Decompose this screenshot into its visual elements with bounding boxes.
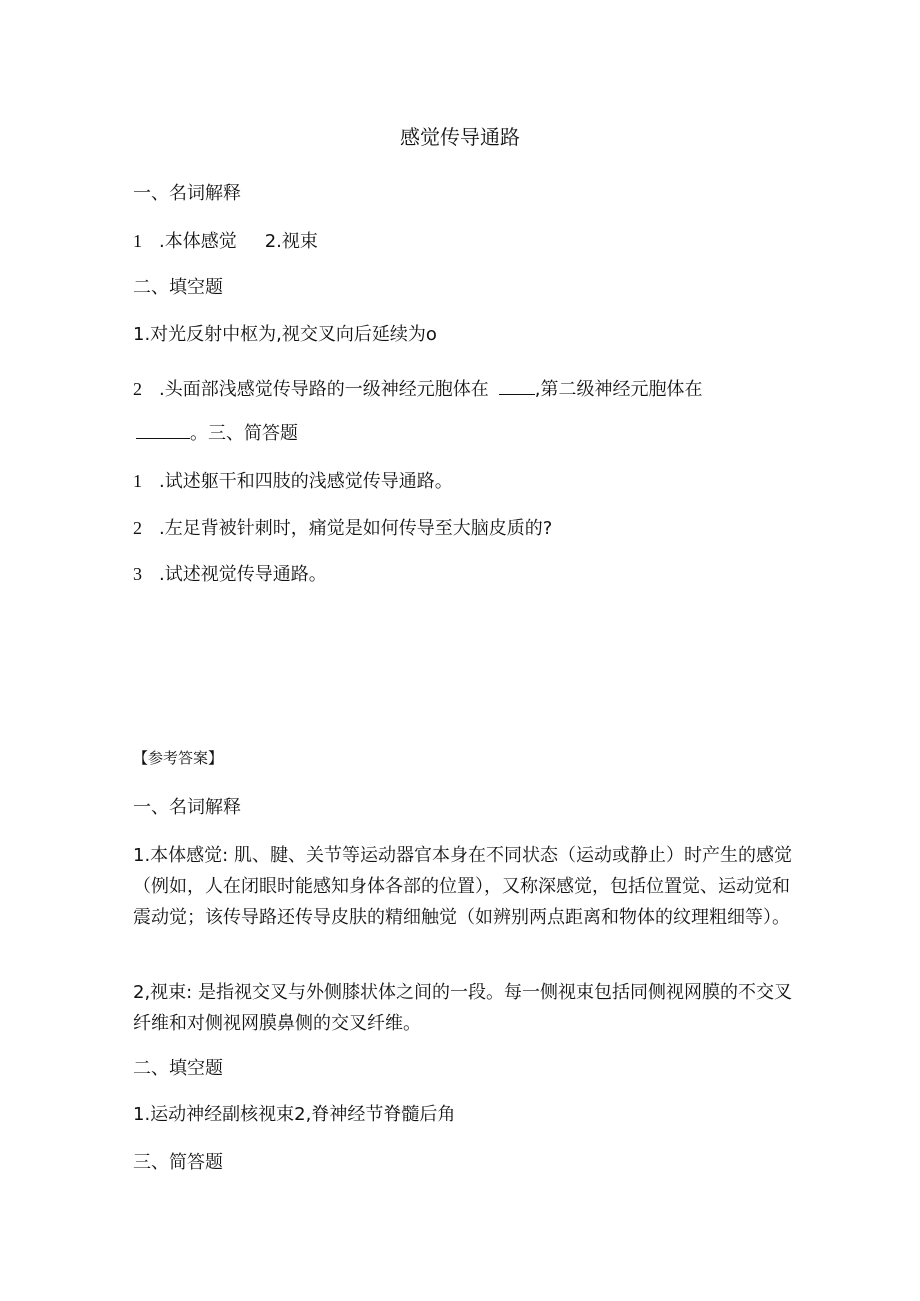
fill-question-2-part-a: .头面部浅感觉传导路的一级神经元胞体在 [159,379,489,400]
answer-term-1: 1.本体感觉: 肌、腱、关节等运动器官本身在不同状态（运动或静止）时产生的感觉（例如，人在闭眼时能感知身体各部的位置），又称深感觉，包括位置觉、运动觉和震动觉；该传导路还传导皮肤的精细触觉（如辨别两点距离和物体的纹理粗细等）。 [133,845,792,928]
question-number: 2 [133,518,142,538]
answer-blank [136,422,190,439]
question-number: 1 [133,471,142,491]
question-number: 3 [133,564,142,584]
answer-key-header: 【参考答案】 [133,749,224,767]
answer-section-heading-short-answer: 三、简答题 [133,1152,223,1173]
answer-term-2: 2,视束: 是指视交叉与外侧膝状体之间的一段。每一侧视束包括同侧视网膜的不交叉纤维和对侧视网膜鼻侧的交叉纤维。 [133,982,792,1034]
short-answer-text-3: .试述视觉传导通路。 [159,564,327,585]
short-answer-question-1 [133,469,453,494]
answer-section-heading-terms: 一、名词解释 [133,797,241,818]
page-title: 感觉传导通路 [400,125,520,149]
question-number: 1 [133,231,142,251]
short-answer-text-1: .试述躯干和四肢的浅感觉传导通路。 [159,471,453,492]
fill-question-2-continued [133,422,298,446]
short-answer-question-2 [133,516,552,541]
section-heading-fill: 二、填空题 [133,277,223,298]
short-answer-text-2: .左足背被针刺时，痛觉是如何传导至大脑皮质的? [159,518,553,539]
short-answer-question-3 [133,562,327,587]
fill-question-2 [133,377,702,402]
term-item-2: 2.视束 [264,231,318,252]
fill-question-2-part-b: ,第二级神经元胞体在 [534,379,703,400]
term-item-1: .本体感觉 [159,231,237,252]
section-heading-short-answer: 。三、简答题 [190,423,298,444]
answer-blank [499,378,535,395]
answer-section-heading-fill: 二、填空题 [133,1058,223,1079]
fill-question-1: 1.对光反射中枢为,视交叉向后延续为o [133,324,437,345]
question-number: 2 [133,379,142,399]
answer-fill: 1.运动神经副核视束2,脊神经节脊髓后角 [133,1104,456,1125]
section-heading-terms: 一、名词解释 [133,183,241,204]
terms-question-line [133,229,318,254]
